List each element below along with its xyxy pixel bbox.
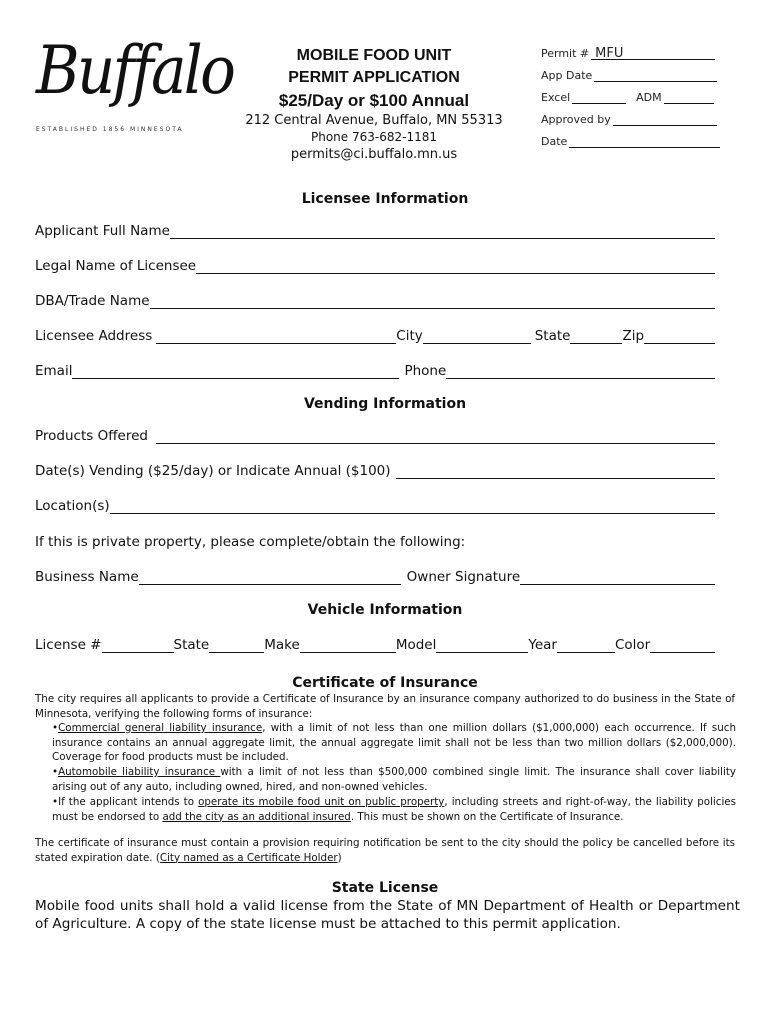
legal-name-field[interactable] bbox=[196, 259, 715, 274]
email-phone-row bbox=[35, 361, 715, 379]
city-label: City bbox=[396, 328, 423, 344]
cancellation-note-pre: The certificate of insurance must contain a provision requiring notification be sent to the city should the policy be cancelled before its stated expiration date. ( bbox=[35, 837, 735, 864]
products-field[interactable] bbox=[156, 429, 715, 444]
office-date-row bbox=[541, 126, 726, 148]
excel-field[interactable] bbox=[572, 91, 626, 104]
auto-liability-text: with a limit of not less than $500,000 combined single limit. The insurance shall cover liability arising out of any auto, including owned, hired, and non-owned vehicles. bbox=[52, 766, 736, 793]
permit-number-row bbox=[541, 38, 726, 60]
phone-label: Phone bbox=[404, 363, 447, 379]
city-logo-tagline: ESTABLISHED 1856 MINNESOTA bbox=[36, 126, 184, 133]
public-property-pre: If the applicant intends to bbox=[58, 796, 199, 808]
location-row bbox=[35, 496, 715, 514]
city-logo-wordmark: Buffalo bbox=[36, 32, 234, 109]
owner-signature-label: Owner Signature bbox=[406, 569, 521, 585]
make-field[interactable] bbox=[300, 638, 396, 653]
dba-row bbox=[35, 291, 715, 309]
vehicle-state-label: State bbox=[173, 637, 210, 653]
licensee-heading: Licensee Information bbox=[301, 191, 469, 207]
dates-row bbox=[35, 461, 715, 479]
private-property-note: If this is private property, please complete/obtain the following: bbox=[35, 534, 466, 550]
form-title-line1: MOBILE FOOD UNIT bbox=[296, 47, 452, 64]
insurance-bullet-general: •Commercial general liability insurance, with a limit of not less than one million dollars ($1,000,000) each occurrence. If such insurance contains an annual aggregate limit, the annual aggregate limit shall not be less than two million dollars ($2,000,000). Coverage for food products must be included. bbox=[52, 722, 736, 763]
public-property-post: . This must be shown on the Certificate of Insurance. bbox=[350, 810, 624, 823]
business-name-label: Business Name bbox=[35, 569, 139, 585]
location-field[interactable] bbox=[110, 499, 715, 514]
vending-heading: Vending Information bbox=[303, 396, 467, 412]
color-field[interactable] bbox=[650, 638, 715, 653]
permit-number-field[interactable] bbox=[591, 47, 715, 60]
dates-label: Date(s) Vending ($25/day) or Indicate Annual ($100) bbox=[35, 463, 391, 479]
insurance-cancellation-note bbox=[35, 836, 735, 865]
email-label: Email bbox=[35, 363, 73, 379]
adm-field[interactable] bbox=[664, 91, 714, 104]
office-email: permits@ci.buffalo.mn.us bbox=[290, 147, 458, 162]
products-label: Products Offered bbox=[35, 428, 148, 444]
year-label: Year bbox=[528, 637, 557, 653]
permit-number-value: MFU bbox=[595, 46, 624, 61]
cancellation-note-post: ) bbox=[337, 851, 342, 864]
state-license-body: Mobile food units shall hold a valid license from the State of MN Department of Health or Department of Agriculture. A copy of the state license must be attached to this permit application. bbox=[35, 898, 740, 932]
applicant-field[interactable] bbox=[170, 224, 715, 239]
public-property-mid: , including streets and right-of-way, the liability policies must be endorsed to bbox=[52, 796, 737, 823]
zip-field[interactable] bbox=[644, 329, 715, 344]
approved-by-row bbox=[541, 104, 726, 126]
year-field[interactable] bbox=[557, 638, 615, 653]
form-title-line2: PERMIT APPLICATION bbox=[288, 69, 460, 86]
phone-field[interactable] bbox=[446, 364, 715, 379]
insurance-bullet-public-property: •If the applicant intends to operate its mobile food unit on public property, including streets and right-of-way, the liability policies must be endorsed to add the city as an additional insured. This must be shown on the Certificate of Insurance. bbox=[52, 796, 737, 823]
permit-number-label: Permit # bbox=[541, 47, 590, 60]
state-field[interactable] bbox=[570, 329, 622, 344]
applicant-label: Applicant Full Name bbox=[35, 223, 170, 239]
zip-label: Zip bbox=[622, 328, 645, 344]
business-owner-row bbox=[35, 567, 715, 585]
license-number-label: License # bbox=[35, 637, 102, 653]
office-address: 212 Central Avenue, Buffalo, MN 55313 bbox=[245, 113, 503, 128]
office-phone: Phone 763-682-1181 bbox=[311, 130, 437, 144]
dba-label: DBA/Trade Name bbox=[35, 293, 150, 309]
office-use-block bbox=[541, 38, 726, 148]
legal-name-row bbox=[35, 256, 715, 274]
app-date-field[interactable] bbox=[594, 69, 717, 82]
public-property-term: operate its mobile food unit on public property bbox=[198, 796, 445, 808]
address-label: Licensee Address bbox=[35, 328, 153, 344]
model-label: Model bbox=[395, 637, 437, 653]
email-field[interactable] bbox=[72, 364, 399, 379]
office-date-field[interactable] bbox=[569, 135, 720, 148]
approved-by-field[interactable] bbox=[613, 113, 717, 126]
dates-field[interactable] bbox=[396, 464, 715, 479]
address-row bbox=[35, 326, 715, 344]
legal-name-label: Legal Name of Licensee bbox=[35, 258, 197, 274]
private-note-row bbox=[35, 532, 715, 550]
vehicle-state-field[interactable] bbox=[209, 638, 264, 653]
dba-field[interactable] bbox=[150, 294, 715, 309]
office-date-label: Date bbox=[541, 135, 568, 148]
model-field[interactable] bbox=[436, 638, 528, 653]
city-field[interactable] bbox=[423, 329, 531, 344]
approved-by-label: Approved by bbox=[541, 113, 611, 126]
fee-line: $25/Day or $100 Annual bbox=[278, 91, 470, 110]
app-date-label: App Date bbox=[541, 69, 593, 82]
general-liability-term: Commercial general liability insurance bbox=[58, 722, 263, 734]
insurance-intro: The city requires all applicants to provide a Certificate of Insurance by an insurance company authorized to do business in the State of Minnesota, verifying the following forms of insurance: bbox=[35, 693, 735, 720]
additional-insured-term: add the city as an additional insured bbox=[162, 810, 351, 823]
state-label: State bbox=[534, 328, 571, 344]
certificate-holder-term: City named as a Certificate Holder bbox=[159, 851, 338, 864]
license-number-field[interactable] bbox=[102, 638, 174, 653]
vehicle-heading: Vehicle Information bbox=[307, 602, 463, 618]
products-row bbox=[35, 426, 715, 444]
auto-liability-term: Automobile liability insurance bbox=[58, 766, 221, 778]
adm-label: ADM bbox=[636, 91, 662, 104]
business-name-field[interactable] bbox=[139, 570, 401, 585]
insurance-heading: Certificate of Insurance bbox=[292, 675, 478, 691]
address-field[interactable] bbox=[156, 329, 396, 344]
make-label: Make bbox=[264, 637, 300, 653]
applicant-row bbox=[35, 221, 715, 239]
location-label: Location(s) bbox=[35, 498, 110, 514]
insurance-bullet-auto: •Automobile liability insurance with a limit of not less than $500,000 combined single limit. The insurance shall cover liability arising out of any auto, including owned, hired, and non-owned vehicles. bbox=[52, 766, 736, 793]
excel-label: Excel bbox=[541, 91, 571, 104]
excel-adm-row bbox=[541, 82, 726, 104]
app-date-row bbox=[541, 60, 726, 82]
vehicle-row bbox=[35, 635, 715, 653]
state-license-heading: State License bbox=[331, 880, 439, 896]
owner-signature-field[interactable] bbox=[520, 570, 715, 585]
general-liability-text: , with a limit of not less than one million dollars ($1,000,000) each occurrence. If such insurance contains an annual aggregate limit, the annual aggregate limit shall not be less than two million dollars ($2,000,000). Coverage for food products must be included. bbox=[52, 722, 736, 763]
color-label: Color bbox=[614, 637, 651, 653]
